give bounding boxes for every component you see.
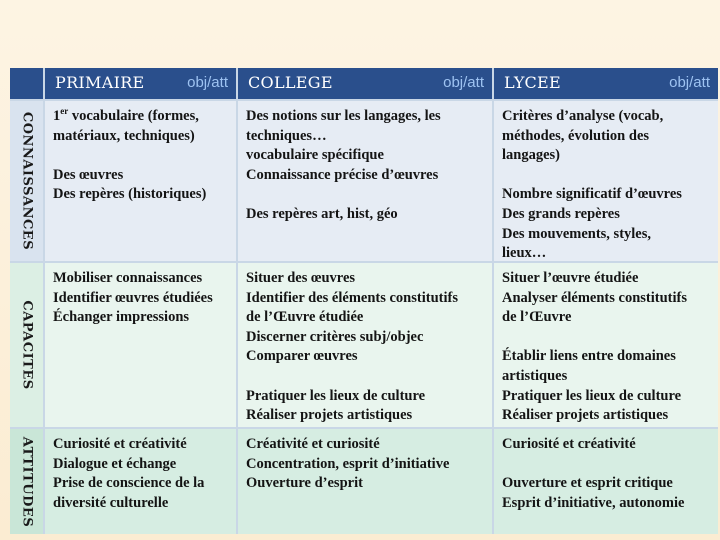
cell-line: Prise de conscience de la <box>53 475 205 492</box>
cell-line: Des mouvements, styles, <box>502 225 652 242</box>
header-college-obj: obj/att <box>443 74 484 91</box>
cell-capacites-primaire <box>45 263 236 427</box>
cell-line: Curiosité et créativité <box>53 436 187 452</box>
cell-line: Des notions sur les langages, les <box>246 108 441 124</box>
cell-text <box>53 435 230 513</box>
cell-line <box>502 166 712 186</box>
cell-line: Situer des œuvres <box>246 270 356 286</box>
cell-line: Critères d’analyse (vocab, <box>502 108 664 124</box>
cell-line: Nombre significatif d’œuvres <box>502 186 682 203</box>
cell-line: Pratiquer les lieux de culture <box>246 387 426 404</box>
row-label-connaissances-text: CONNAISSANCES <box>19 111 34 251</box>
cell-line: Situer l’œuvre étudiée <box>502 270 639 286</box>
cell-text <box>246 269 486 426</box>
cell-connaissances-lycee <box>494 101 718 261</box>
header-lycee <box>494 68 718 99</box>
cell-line: artistiques <box>502 367 568 384</box>
cell-line: de l’Œuvre <box>502 309 572 326</box>
cell-line <box>53 146 230 166</box>
header-primaire-obj: obj/att <box>187 74 228 91</box>
cell-line: lieux… <box>502 245 547 261</box>
cell-attitudes-lycee <box>494 429 718 534</box>
cell-line: Analyser éléments constitutifs <box>502 289 687 306</box>
header-lycee-label: LYCEE <box>504 73 561 92</box>
cell-line: Des œuvres <box>53 166 124 183</box>
cell-line <box>246 367 486 387</box>
cell-capacites-lycee <box>494 263 718 427</box>
cell-line: Réaliser projets artistiques <box>246 407 413 424</box>
cell-line <box>502 328 712 348</box>
cell-line: Réaliser projets artistiques <box>502 407 669 424</box>
cell-line: vocabulaire spécifique <box>246 147 384 164</box>
cell-line: Échanger impressions <box>53 309 190 326</box>
cell-line: Des grands repères <box>502 205 620 222</box>
cell-line: Établir liens entre domaines <box>502 348 676 365</box>
cell-line: Ouverture d’esprit <box>246 475 363 492</box>
header-lycee-obj: obj/att <box>669 74 710 91</box>
cell-line: méthodes, évolution des <box>502 127 650 144</box>
cell-line: Des repères (historiques) <box>53 186 207 203</box>
row-label-capacites <box>10 263 43 427</box>
cell-text <box>502 269 712 426</box>
cell-line: techniques… <box>246 127 327 144</box>
cell-line: de l’Œuvre étudiée <box>246 309 364 326</box>
header-college-label: COLLEGE <box>248 73 333 92</box>
cell-line <box>502 455 712 475</box>
cell-line: Discerner critères subj/objec <box>246 328 424 345</box>
cell-attitudes-college <box>238 429 492 534</box>
cell-text <box>53 269 230 328</box>
cell-line: Des repères art, hist, géo <box>246 205 398 222</box>
cell-line: Comparer œuvres <box>246 348 358 365</box>
curriculum-table <box>10 68 718 534</box>
cell-capacites-college <box>238 263 492 427</box>
cell-line: Pratiquer les lieux de culture <box>502 387 682 404</box>
cell-line: matériaux, techniques) <box>53 127 195 144</box>
cell-line: Curiosité et créativité <box>502 436 636 452</box>
cell-line: Identifier des éléments constitutifs <box>246 289 458 306</box>
header-primaire <box>45 68 236 99</box>
cell-text <box>246 435 486 494</box>
row-label-attitudes <box>10 429 43 534</box>
header-primaire-label: PRIMAIRE <box>55 73 145 92</box>
cell-line: Identifier œuvres étudiées <box>53 289 213 306</box>
row-label-connaissances <box>10 101 43 261</box>
cell-line: 1er vocabulaire (formes, <box>53 106 199 124</box>
cell-attitudes-primaire <box>45 429 236 534</box>
cell-line: Créativité et curiosité <box>246 436 380 452</box>
cell-text <box>246 107 486 225</box>
header-college <box>238 68 492 99</box>
cell-line: Connaissance précise d’œuvres <box>246 166 439 183</box>
cell-text <box>53 107 230 205</box>
cell-line: diversité culturelle <box>53 494 169 511</box>
cell-text <box>502 107 712 261</box>
cell-text <box>502 435 712 513</box>
row-label-capacites-text: CAPACITES <box>19 300 34 390</box>
cell-connaissances-primaire <box>45 101 236 261</box>
cell-line: langages) <box>502 147 560 164</box>
cell-line: Mobiliser connaissances <box>53 270 203 286</box>
cell-line: Esprit d’initiative, autonomie <box>502 494 685 511</box>
cell-connaissances-college <box>238 101 492 261</box>
cell-line: Dialogue et échange <box>53 455 177 472</box>
cell-line <box>246 185 486 205</box>
corner-cell <box>10 68 43 99</box>
row-label-attitudes-text: ATTITUDES <box>19 436 34 527</box>
cell-line: Ouverture et esprit critique <box>502 475 673 492</box>
cell-line: Concentration, esprit d’initiative <box>246 455 450 472</box>
